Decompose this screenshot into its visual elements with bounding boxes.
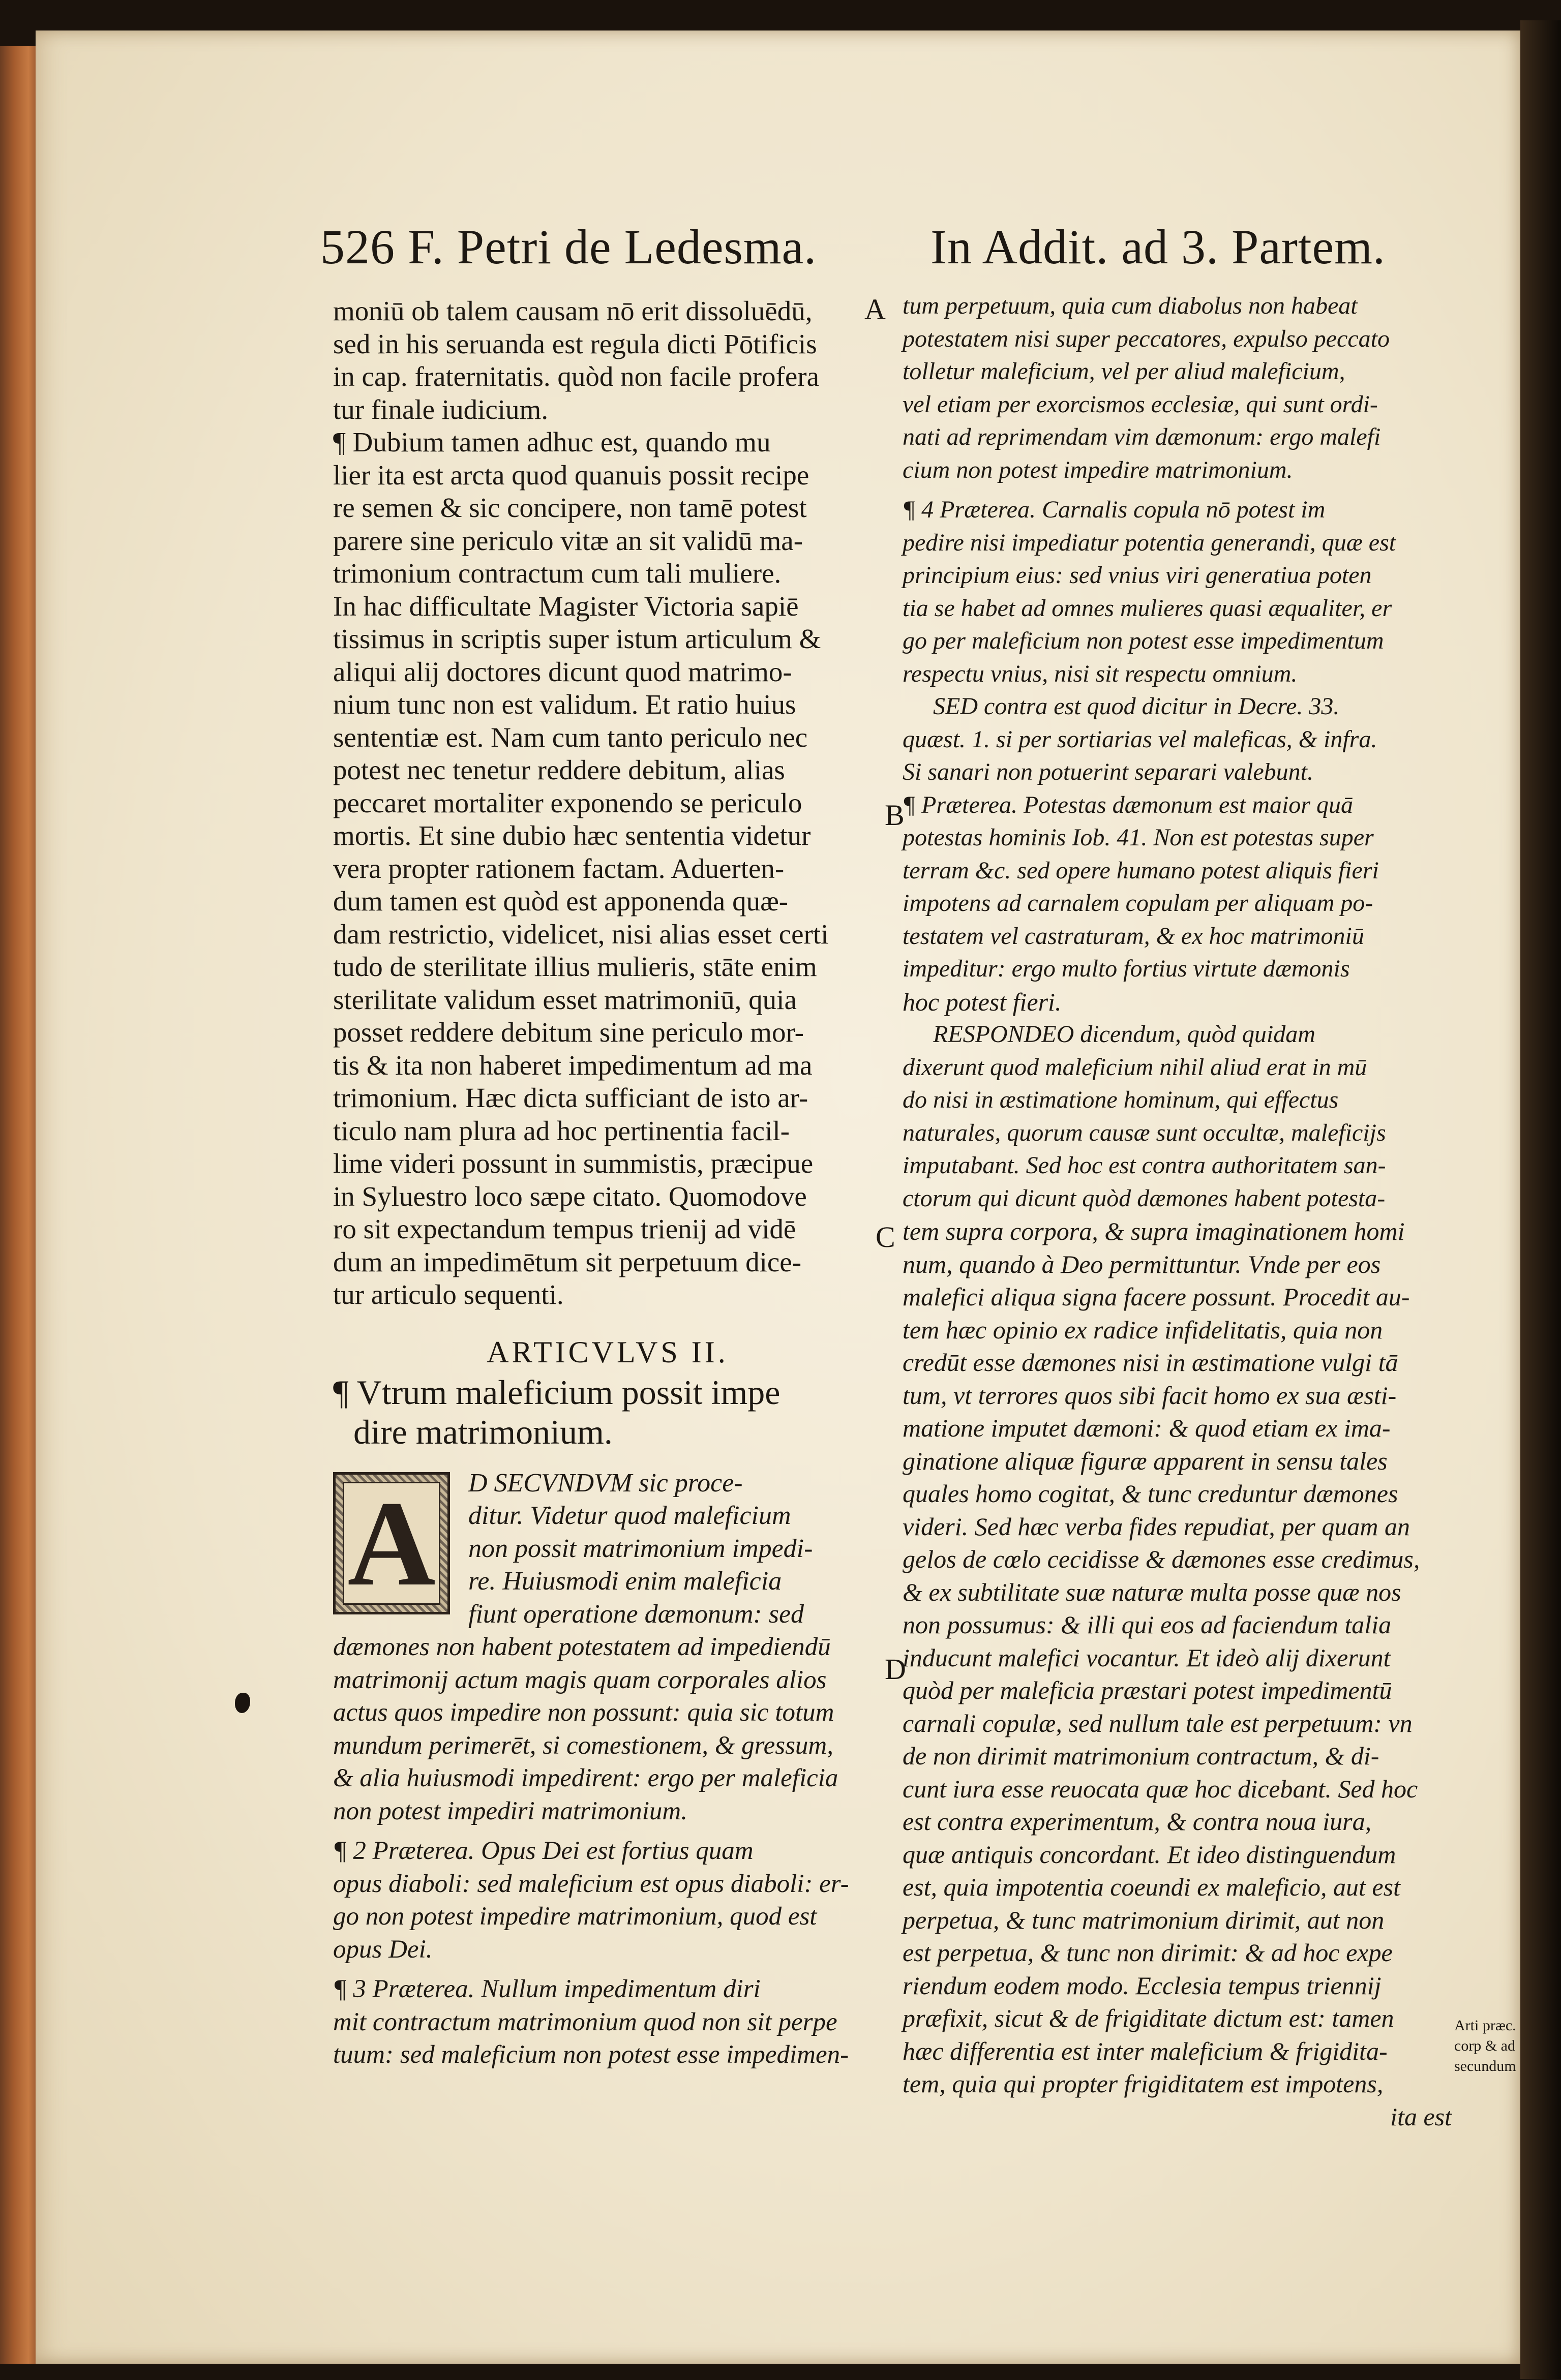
text-line: re semen & sic concipere, non tamē potest <box>333 492 807 523</box>
decorated-initial <box>333 1472 450 1614</box>
text-line: est, quia impotentia coeundi ex maleficio, aut est <box>903 1873 1400 1901</box>
text-line: ¶ 2 Præterea. Opus Dei est fortius quam <box>333 1837 754 1865</box>
text-line: nium tunc non est validum. Et ratio huius <box>333 689 796 720</box>
text-line: parere sine periculo vitæ an sit validū ma- <box>333 525 803 556</box>
text-line: lier ita est arcta quod quanuis possit recipe <box>333 459 809 491</box>
text-line: ro sit expectandum tempus trienij ad vidē <box>333 1213 796 1244</box>
margin-letter-c: C <box>876 1220 895 1254</box>
text-line: & alia huiusmodi impedirent: ergo per maleficia <box>333 1764 838 1792</box>
text-line: aliqui alij doctores dicunt quod matrimo- <box>333 656 792 687</box>
text-line: cium non potest impedire matrimonium. <box>903 456 1293 483</box>
text-line: dixerunt quod maleficium nihil aliud erat in mū <box>903 1053 1367 1081</box>
book-gutter <box>1520 20 1561 2379</box>
text-line: tuum: sed maleficium non potest esse impedimen- <box>333 2040 849 2069</box>
text-line: & ex subtilitate suæ naturæ multa posse quæ nos <box>903 1577 1401 1606</box>
objection-2 <box>333 1835 882 1966</box>
text-line: trimonium contractum cum tali muliere. <box>333 558 782 589</box>
text-line: SED contra est quod dicitur in Decre. 33. <box>933 693 1340 720</box>
objection-3 <box>333 1973 882 2071</box>
text-line: hæc differentia est inter maleficium & frigidita- <box>903 2036 1388 2065</box>
text-line: impeditur: ergo multo fortius virtute dæmonis <box>903 955 1350 982</box>
text-line: ¶ 4 Præterea. Carnalis copula nō potest im <box>903 496 1326 523</box>
text-line: sententiæ est. Nam cum tanto periculo nec <box>333 721 808 753</box>
text-line: tum, vt terrores quos sibi facit homo ex sua æsti- <box>903 1381 1397 1410</box>
text-line: re. Huiusmodi enim maleficia <box>468 1567 782 1596</box>
left-column <box>333 295 882 2071</box>
text-line: tissimus in scriptis super istum articulum & <box>333 623 821 654</box>
objection-1 <box>333 1631 882 1827</box>
text-line: tum perpetuum, quia cum diabolus non habeat <box>903 292 1358 319</box>
running-head-right: In Addit. ad 3. Partem. <box>930 220 1386 274</box>
text-line: tis & ita non haberet impedimentum ad ma <box>333 1049 813 1081</box>
text-line: matione imputet dæmoni: & quod etiam ex ima- <box>903 1414 1391 1442</box>
question-line: ¶ Vtrum maleficium possit impe <box>333 1372 780 1412</box>
text-line: posset reddere debitum sine periculo mor- <box>333 1017 804 1048</box>
left-paragraph-dubium <box>333 426 882 1311</box>
side-note-line: Arti præc. <box>1454 2017 1516 2034</box>
text-line: In hac difficultate Magister Victoria sapiē <box>333 590 799 622</box>
text-line: vera propter rationem factam. Aduerten- <box>333 852 785 884</box>
text-line: est contra experimentum, & contra noua iura, <box>903 1807 1372 1836</box>
running-head-left: 526 F. Petri de Ledesma. <box>320 220 817 274</box>
right-paragraph-1 <box>903 290 1472 486</box>
text-line: testatem vel castraturam, & ex hoc matrimoniū <box>903 922 1364 950</box>
text-line: malefici aliqua signa facere possunt. Procedit au- <box>903 1283 1410 1311</box>
text-line: fiunt operatione dæmonum: sed <box>468 1599 804 1629</box>
sed-contra <box>903 690 1472 789</box>
text-line: de non dirimit matrimonium contractum, & di- <box>903 1742 1379 1770</box>
article-heading: ARTICVLVS II. <box>487 1335 729 1369</box>
side-note-line: corp & ad <box>1454 2037 1515 2054</box>
text-line: ¶ Præterea. Potestas dæmonum est maior quā <box>903 791 1353 818</box>
text-line: num, quando à Deo permittuntur. Vnde per eos <box>903 1249 1381 1278</box>
text-line: vel etiam per exorcismos ecclesiæ, qui sunt ordi- <box>903 390 1378 418</box>
text-line: videri. Sed hæc verba fides repudiat, per quam an <box>903 1512 1410 1541</box>
text-line: quales homo cogitat, & tunc creduntur dæmones <box>903 1479 1398 1508</box>
text-line: credūt esse dæmones nisi in æstimatione vulgi tā <box>903 1348 1398 1377</box>
text-line: potestas hominis Iob. 41. Non est potestas super <box>903 824 1374 851</box>
text-line: tia se habet ad omnes mulieres quasi æqualiter, er <box>903 594 1392 622</box>
text-line: inducunt malefici vocantur. Et ideò alij dixerunt <box>903 1643 1391 1672</box>
text-line: ginatione aliquæ figuræ apparent in sensu tales <box>903 1446 1388 1475</box>
text-line: respectu vnius, nisi sit respectu omnium. <box>903 660 1298 687</box>
text-line: quòd per maleficia præstari potest impedimentū <box>903 1676 1392 1704</box>
text-line: tur finale iudicium. <box>333 393 549 425</box>
text-line: tudo de sterilitate illius mulieris, stāte enim <box>333 951 817 982</box>
respondeo <box>903 1018 1472 2133</box>
text-line: perpetua, & tunc matrimonium dirimit, aut non <box>903 1905 1385 1934</box>
dropcap-lines <box>468 1467 813 1631</box>
text-line: ticulo nam plura ad hoc pertinentia facil- <box>333 1115 790 1146</box>
text-line: opus Dei. <box>333 1935 433 1964</box>
text-line: opus diaboli: sed maleficium est opus diaboli: er- <box>333 1869 849 1898</box>
text-line: in cap. fraternitatis. quòd non facile profera <box>333 361 819 392</box>
praeterea <box>903 789 1472 1019</box>
text-line: ¶ Dubium tamen adhuc est, quando mu <box>333 426 771 457</box>
text-line: sterilitate validum esset matrimoniū, quia <box>333 984 797 1015</box>
text-line: quæst. 1. si per sortiarias vel maleficas, & infra. <box>903 725 1377 753</box>
objection-4 <box>903 494 1472 690</box>
text-line: go non potest impedire matrimonium, quod est <box>333 1902 817 1931</box>
text-line: tem supra corpora, & supra imaginationem homi <box>903 1217 1405 1245</box>
text-line: dum an impedimētum sit perpetuum dice- <box>333 1246 802 1277</box>
text-line: hoc potest fieri. <box>903 987 1062 1016</box>
text-line: matrimonij actum magis quam corporales alios <box>333 1665 827 1694</box>
text-line: dam restrictio, videlicet, nisi alias esset certi <box>333 918 829 950</box>
text-line: Si sanari non potuerint separari valebunt. <box>903 758 1313 785</box>
decorated-initial-letter: A <box>343 1482 440 1605</box>
text-line: in Syluestro loco sæpe citato. Quomodove <box>333 1180 807 1212</box>
text-line: impotens ad carnalem copulam per aliquam po- <box>903 890 1373 917</box>
text-line: quæ antiquis concordant. Et ideo distinguendum <box>903 1840 1396 1869</box>
text-line: est perpetua, & tunc non dirimit: & ad hoc expe <box>903 1938 1393 1967</box>
text-line: do nisi in æstimatione hominum, qui effectus <box>903 1086 1339 1113</box>
text-line: mortis. Et sine dubio hæc sententia videtur <box>333 820 811 851</box>
article-question <box>333 1372 882 1452</box>
text-line: tolletur maleficium, vel per aliud maleficium, <box>903 358 1345 385</box>
text-line: ctorum qui dicunt quòd dæmones habent potesta- <box>903 1184 1386 1212</box>
text-line: non possit matrimonium impedi- <box>468 1534 813 1563</box>
text-line: terram &c. sed opere humano potest aliquis fieri <box>903 857 1379 884</box>
text-line: sed in his seruanda est regula dicti Pōtificis <box>333 328 817 359</box>
text-line: go per maleficium non potest esse impedimentum <box>903 627 1384 654</box>
text-line: non possumus: & illi qui eos ad faciendum talia <box>903 1610 1392 1639</box>
margin-letter-b: B <box>885 799 905 832</box>
text-line: tur articulo sequenti. <box>333 1279 564 1310</box>
text-line: moniū ob talem causam nō erit dissoluēdū, <box>333 295 813 326</box>
text-line: principium eius: sed vnius viri generatiua poten <box>903 562 1372 589</box>
text-line: carnali copulæ, sed nullum tale est perpetuum: vn <box>903 1708 1413 1737</box>
text-line: imputabant. Sed hoc est contra authoritatem san- <box>903 1152 1386 1179</box>
text-line: gelos de cœlo cecidisse & dæmones esse credimus, <box>903 1545 1420 1573</box>
text-line: mundum perimerēt, si comestionem, & gressum, <box>333 1731 833 1760</box>
text-line: naturales, quorum causæ sunt occultæ, maleficijs <box>903 1119 1386 1146</box>
text-line: potest nec tenetur reddere debitum, alias <box>333 754 785 785</box>
text-line: actus quos impedire non possunt: quia sic totum <box>333 1698 834 1727</box>
text-line: non potest impediri matrimonium. <box>333 1796 687 1825</box>
question-line: dire matrimonium. <box>353 1412 613 1451</box>
text-line: cunt iura esse reuocata quæ hoc dicebant. Sed hoc <box>903 1774 1418 1803</box>
page-edge <box>0 46 41 2364</box>
text-line: tem, quia qui propter frigiditatem est impotens, <box>903 2069 1384 2098</box>
text-line: nati ad reprimendam vim dæmonum: ergo malefi <box>903 423 1381 450</box>
margin-letter-a: A <box>864 293 886 326</box>
text-line: tem hæc opinio ex radice infidelitatis, quia non <box>903 1315 1383 1344</box>
text-line: dæmones non habent potestatem ad impediendū <box>333 1633 831 1661</box>
text-line: RESPONDEO dicendum, quòd quidam <box>933 1021 1315 1048</box>
left-paragraph-1 <box>333 295 882 426</box>
text-line: lime videri possunt in summistis, præcipue <box>333 1148 814 1179</box>
catchword: ita est <box>1390 2102 1452 2131</box>
text-line: peccaret mortaliter exponendo se periculo <box>333 787 802 818</box>
side-note-line: secundum <box>1454 2058 1516 2074</box>
dropcap-block <box>333 1467 882 1631</box>
text-line: D SECVNDVM sic proce- <box>468 1468 743 1498</box>
text-line: ¶ 3 Præterea. Nullum impedimentum diri <box>333 1975 761 2003</box>
text-line: dum tamen est quòd est apponenda quæ- <box>333 886 789 917</box>
text-line: trimonium. Hæc dicta sufficiant de isto ar- <box>333 1082 808 1113</box>
text-line: riendum eodem modo. Ecclesia tempus triennij <box>903 1971 1382 2000</box>
text-line: pedire nisi impediatur potentia generandi, quæ est <box>903 529 1396 556</box>
text-line: præfixit, sicut & de frigiditate dictum est: tamen <box>903 2004 1394 2032</box>
text-line: mit contractum matrimonium quod non sit perpe <box>333 2007 837 2036</box>
text-line: ditur. Videtur quod maleficium <box>468 1501 791 1530</box>
right-column <box>903 290 1472 2133</box>
margin-letter-d: D <box>885 1653 906 1686</box>
text-line: potestatem nisi super peccatores, expulso peccato <box>903 325 1390 352</box>
